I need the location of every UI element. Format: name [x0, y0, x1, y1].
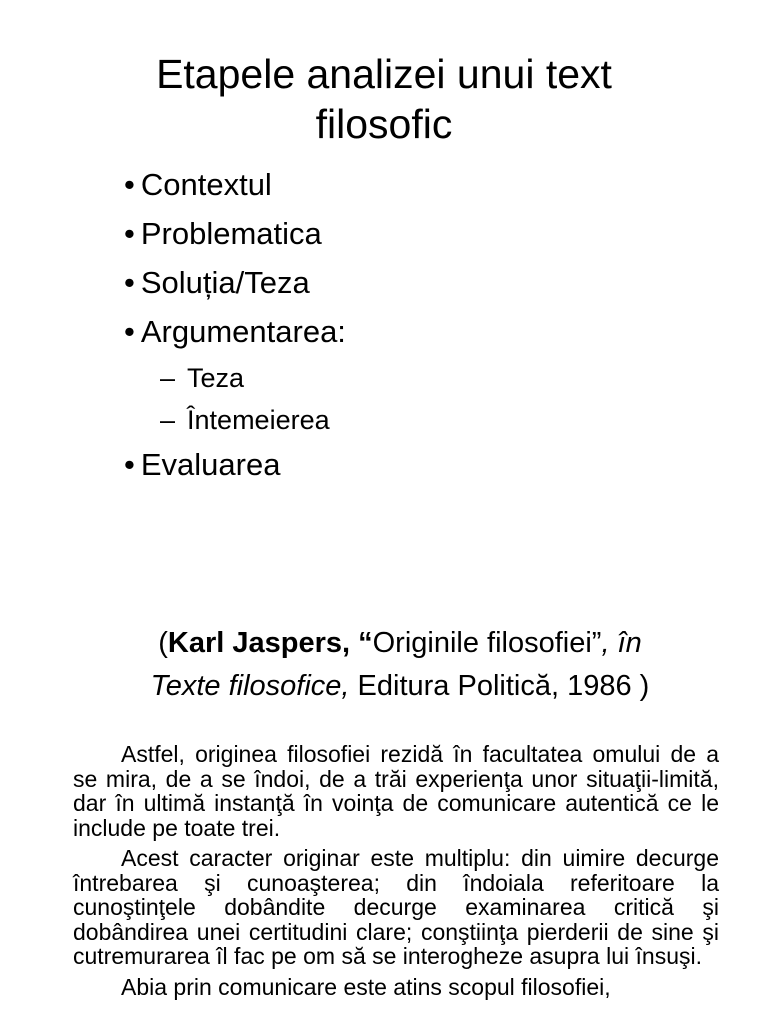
- citation-author: Karl Jaspers, “: [167, 627, 373, 659]
- dash-marker: –: [160, 405, 176, 435]
- title-line-2: filosofic: [315, 101, 453, 148]
- sub-item-teza: [124, 360, 346, 402]
- bullet-marker: •: [124, 216, 135, 251]
- list-item-label: Contextul: [140, 167, 272, 202]
- bullet-marker: •: [124, 265, 135, 300]
- bullet-list: [124, 164, 346, 493]
- citation-work: Originile filosofiei”: [372, 627, 602, 659]
- paragraph: Abia prin comunicare este atins scopul filosofiei,: [121, 973, 611, 1000]
- sub-item-label: Teza: [187, 363, 245, 393]
- citation-line-2: [0, 665, 768, 708]
- citation: [0, 622, 768, 708]
- list-item-label: Evaluarea: [140, 447, 281, 482]
- bullet-marker: •: [124, 447, 135, 482]
- paragraph: Astfel, originea filosofiei rezidă în facultatea omului de a se mira, de a se îndoi, de a trăi experienţa unor situaţii-limită, dar în ultimă instanţă în voinţa de comunicare autentică ce le include pe toate trei.: [73, 741, 719, 841]
- list-item-contextul: [124, 164, 346, 213]
- citation-publisher: Editura Politică, 1986 ): [349, 670, 650, 702]
- bullet-marker: •: [124, 314, 135, 349]
- list-item-argumentarea: [124, 311, 346, 360]
- list-item-evaluarea: [124, 444, 346, 493]
- list-item-problematica: [124, 213, 346, 262]
- page-title: [0, 49, 768, 149]
- dash-marker: –: [160, 363, 176, 393]
- list-item-solutia-teza: [124, 262, 346, 311]
- sub-item-label: Întemeierea: [187, 405, 330, 435]
- sub-item-intemeierea: [124, 402, 346, 444]
- excerpt-text: [73, 742, 719, 1005]
- citation-volume: Texte filosofice,: [150, 670, 350, 702]
- title-line-1: Etapele analizei unui text: [156, 51, 612, 98]
- list-item-label: Argumentarea:: [140, 314, 346, 349]
- citation-comma-in: , în: [601, 627, 642, 659]
- bullet-marker: •: [124, 167, 135, 202]
- list-item-label: Soluția/Teza: [140, 265, 310, 300]
- list-item-label: Problematica: [140, 216, 322, 251]
- citation-line-1: [0, 622, 768, 665]
- paragraph: Acest caracter originar este multiplu: din uimire decurge întrebarea şi cunoaşterea; din îndoiala referitoare la cunoştinţele dobândite decurge examinarea critică şi dobândirea unei certitudini clare; conştiinţa pierderii de sine şi cutremurarea îl fac pe om să se interogheze asupra lui însuşi.: [73, 845, 719, 969]
- citation-open-paren: (: [158, 627, 168, 659]
